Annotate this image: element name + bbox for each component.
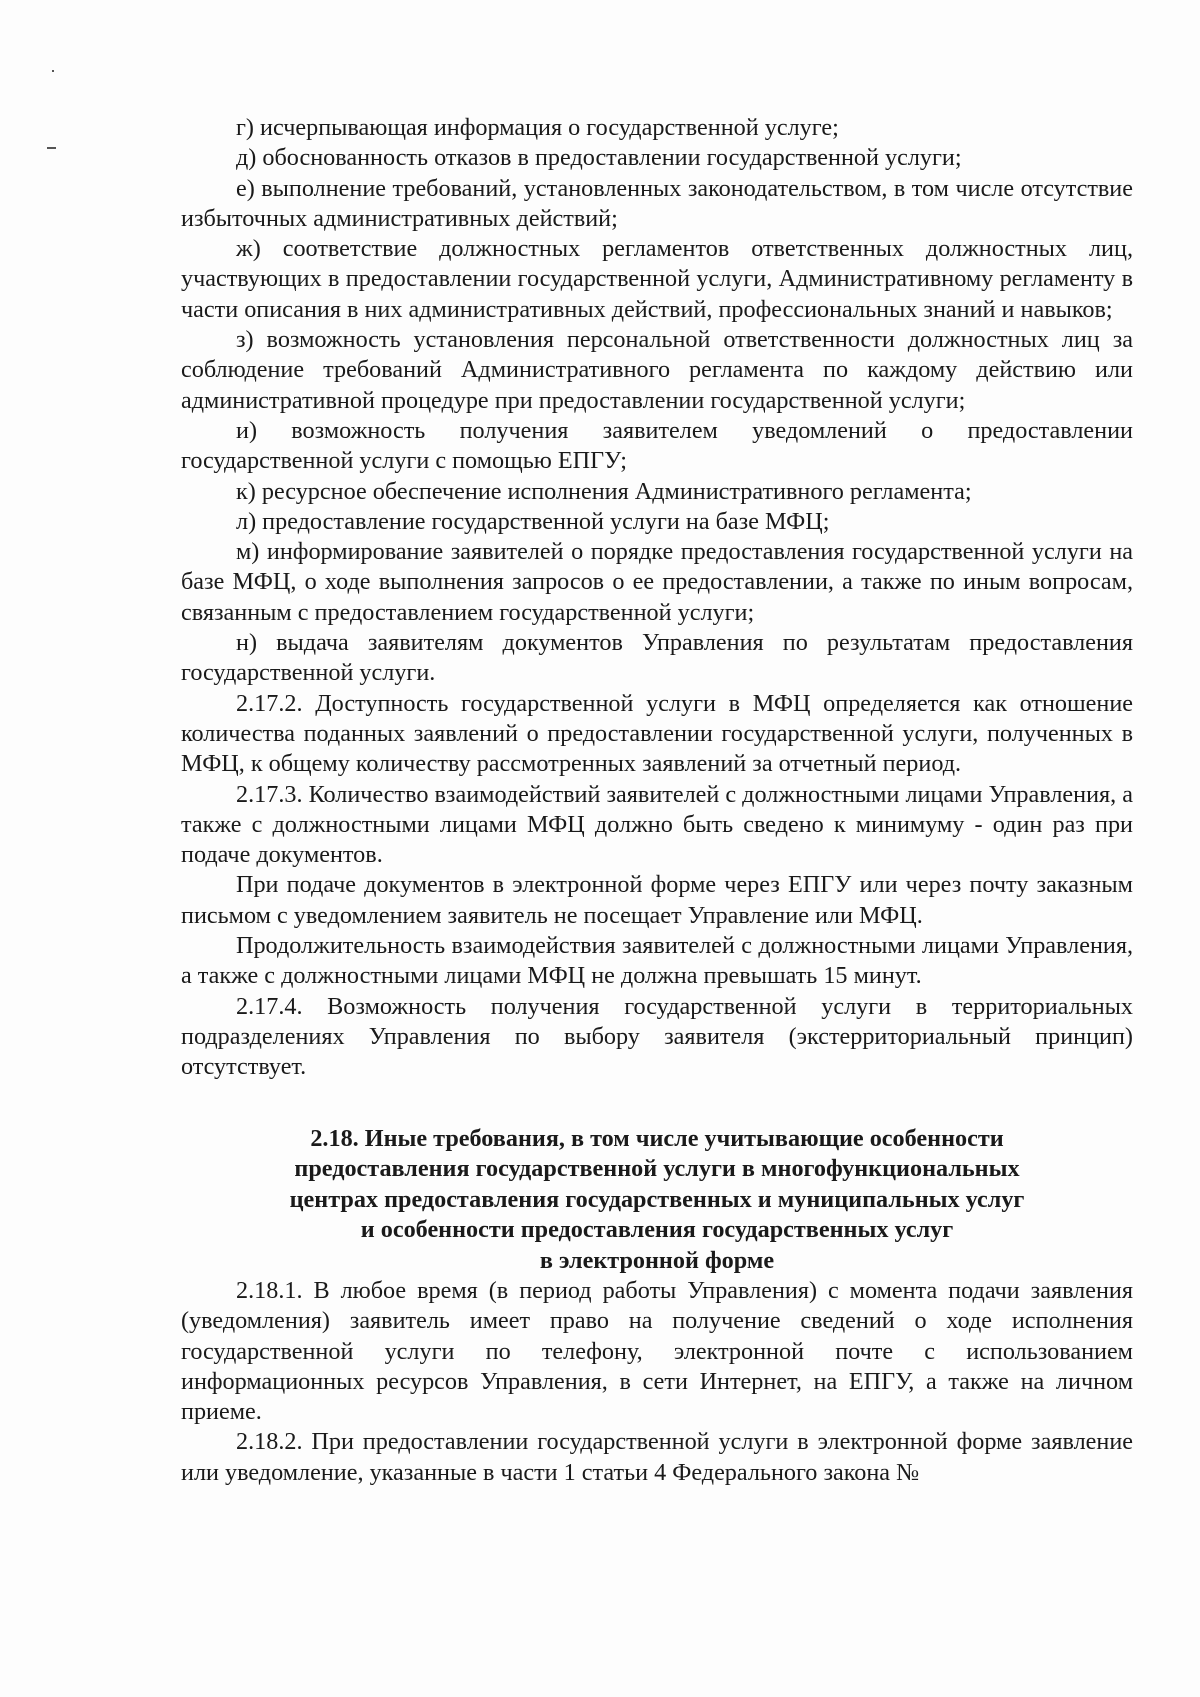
list-item-l: л) предоставление государственной услуги на базе МФЦ; xyxy=(236,507,830,535)
clause-2-17-3: 2.17.3. Количество взаимодействий заявителей с должностными лицами Управления, а также с должностными лицами МФЦ должно быть сведено к минимуму - один раз при подаче документов. xyxy=(181,780,1133,869)
clause-2-18-1: 2.18.1. В любое время (в период работы Управления) с момента подачи заявления (уведомления) заявитель имеет право на получение сведений о ходе исполнения государственной услуги по телефону, электронной почте с использованием информационных ресурсов Управления, в сети Интернет, на ЕПГУ, а также на личном приеме. xyxy=(181,1277,1133,1426)
heading-line: 2.18. Иные требования, в том числе учитывающие особенности xyxy=(310,1124,1004,1152)
list-item-i: и) возможность получения заявителем уведомлений о предоставлении государственной услуги с помощью ЕПГУ; xyxy=(181,416,1133,475)
clause-2-17-2: 2.17.2. Доступность государственной услуги в МФЦ определяется как отношение количества поданных заявлений о предоставлении государственной услуги, полученных в МФЦ, к общему количеству рассмотренных заявлений за отчетный период. xyxy=(181,689,1133,778)
section-heading-2-18 xyxy=(181,1124,1133,1277)
heading-line: предоставления государственной услуги в многофункциональных xyxy=(294,1155,1020,1182)
list-item-d: д) обоснованность отказов в предоставлении государственной услуги; xyxy=(236,144,962,172)
scan-artifact-dot xyxy=(52,70,54,72)
heading-line: центрах предоставления государственных и муниципальных услуг xyxy=(289,1185,1025,1213)
heading-line: и особенности предоставления государственных услуг xyxy=(360,1216,954,1243)
clause-2-17-4: 2.17.4. Возможность получения государственной услуги в территориальных подразделениях Управления по выбору заявителя (экстерриториальный принцип) отсутствует. xyxy=(181,992,1133,1081)
list-item-n: н) выдача заявителям документов Управления по результатам предоставления государственной услуги. xyxy=(181,629,1133,687)
paragraph-interaction-duration: Продолжительность взаимодействия заявителей с должностными лицами Управления, а также с должностными лицами МФЦ не должна превышать 15 минут. xyxy=(181,932,1133,990)
list-item-zh: ж) соответствие должностных регламентов ответственных должностных лиц, участвующих в предоставлении государственной услуги, Административному регламенту в части описания в них административных действий, профессиональных знаний и навыков; xyxy=(181,235,1133,323)
list-item-z: з) возможность установления персональной ответственности должностных лиц за соблюдение требований Административного регламента по каждому действию или административной процедуре при предоставлении государственной услуги; xyxy=(181,326,1133,414)
list-item-m: м) информирование заявителей о порядке предоставления государственной услуги на базе МФЦ, о ходе выполнения запросов о ее предоставлении, а также по иным вопросам, связанным с предоставлением государственной услуги; xyxy=(181,538,1133,626)
scan-artifact-dash xyxy=(47,147,56,149)
list-item-k: к) ресурсное обеспечение исполнения Административного регламента; xyxy=(236,477,972,505)
document-body xyxy=(181,113,1133,1488)
clause-2-18-2: 2.18.2. При предоставлении государственной услуги в электронной форме заявление или уведомление, указанные в части 1 статьи 4 Федерального закона № xyxy=(181,1428,1133,1486)
list-item-g: г) исчерпывающая информация о государственной услуге; xyxy=(236,114,839,141)
list-item-e: е) выполнение требований, установленных законодательством, в том числе отсутствие избыточных административных действий; xyxy=(181,174,1133,232)
paragraph-electronic-submission: При подаче документов в электронной форме через ЕПГУ или через почту заказным письмом с уведомлением заявитель не посещает Управление или МФЦ. xyxy=(181,871,1133,929)
heading-line: в электронной форме xyxy=(539,1246,775,1274)
